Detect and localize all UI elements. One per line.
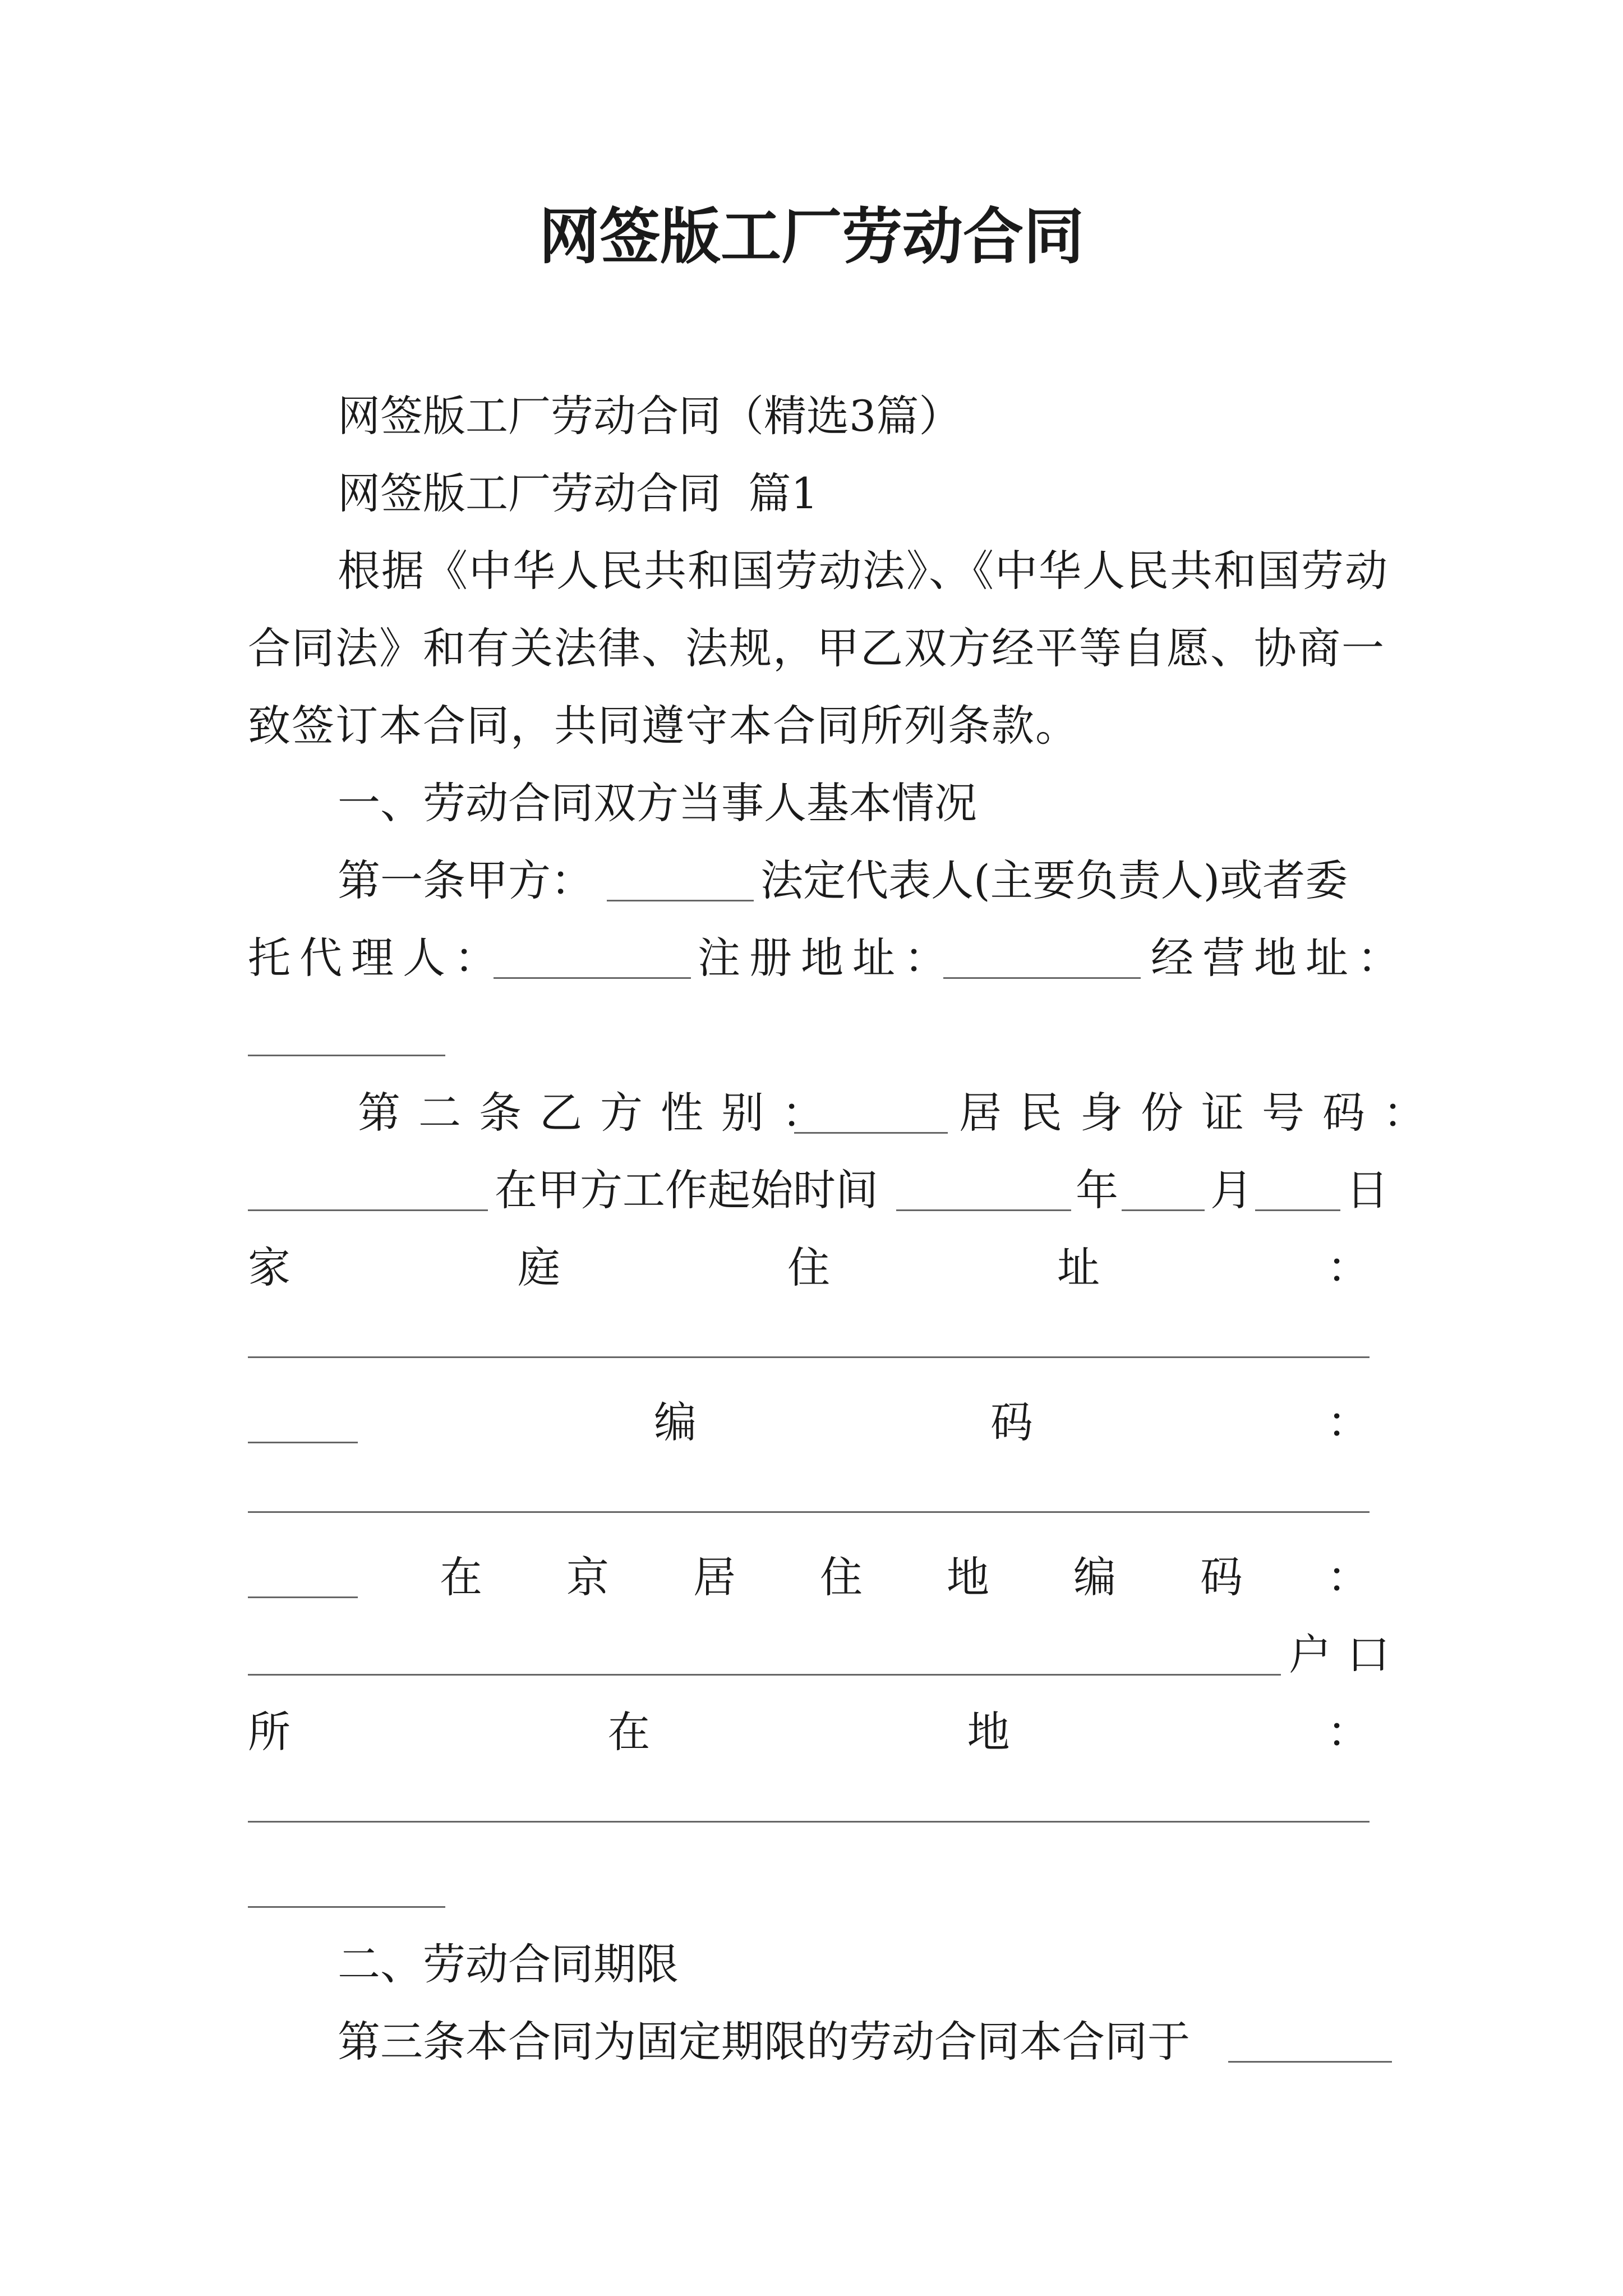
- home-postcode-blank-end: [248, 1596, 358, 1598]
- contract-start-blank: [1228, 2061, 1392, 2063]
- subtitle: 网签版工厂劳动合同（精选3篇）: [338, 391, 962, 441]
- article1-agent-label: 托代理人：: [248, 933, 506, 983]
- start-day-blank: [1255, 1209, 1340, 1211]
- start-year-blank: [896, 1209, 1071, 1211]
- hukou-location-label: 所 在 地 ：: [248, 1707, 1370, 1757]
- home-address-blank-end: [248, 1442, 358, 1443]
- section-heading: 网签版工厂劳动合同 篇1: [338, 468, 818, 518]
- gender-blank: [794, 1132, 948, 1134]
- document-title: 网签版工厂劳动合同: [538, 201, 1084, 272]
- residence-postcode-label: 在 京 居 住 地 编 码 ：: [440, 1552, 1370, 1602]
- month-label: 月: [1210, 1165, 1253, 1215]
- home-address-blank: [248, 1356, 1370, 1358]
- home-address-label: 家 庭 住 址 ：: [248, 1243, 1370, 1292]
- residence-postcode-blank: [248, 1674, 1281, 1676]
- start-month-blank: [1122, 1209, 1205, 1211]
- biz-address-blank: [248, 1055, 445, 1056]
- article2-gender-label: 第二条乙方性别：: [358, 1088, 842, 1138]
- intro-line-1: 根据《中华人民共和国劳动法》、《中华人民共和国劳动: [338, 546, 1389, 596]
- article1-party-a-label: 第一条甲方：: [338, 855, 593, 905]
- part2-heading: 二、劳动合同期限: [338, 1939, 679, 1989]
- article1-reg-address-label: 注册地址：: [698, 933, 956, 983]
- hukou-location-blank: [248, 1821, 1370, 1823]
- home-postcode-blank: [248, 1511, 1370, 1513]
- party-a-blank: [607, 900, 754, 901]
- day-label: 日: [1346, 1165, 1389, 1215]
- agent-blank: [494, 977, 691, 979]
- id-number-blank: [248, 1209, 488, 1211]
- year-label: 年: [1076, 1165, 1118, 1215]
- article2-start-time-label: 在甲方工作起始时间: [495, 1165, 878, 1215]
- home-postcode-label: 编 码 ：: [654, 1397, 1370, 1447]
- article1-representative-label: 法定代表人(主要负责人)或者委: [760, 855, 1348, 905]
- article1-biz-address-label: 经营地址：: [1151, 933, 1409, 983]
- intro-line-3: 致签订本合同，共同遵守本合同所列条款。: [248, 701, 1079, 751]
- intro-line-2: 合同法》和有关法律、法规，甲乙双方经平等自愿、协商一: [248, 623, 1385, 673]
- part1-heading: 一、劳动合同双方当事人基本情况: [338, 778, 977, 828]
- reg-address-blank: [943, 977, 1141, 979]
- article3-text: 第三条本合同为固定期限的劳动合同本合同于: [338, 2017, 1190, 2067]
- hukou-location-blank-end: [248, 1906, 445, 1908]
- article2-id-label: 居民身份证号码：: [959, 1088, 1444, 1138]
- hukou-label: 户口: [1289, 1630, 1405, 1680]
